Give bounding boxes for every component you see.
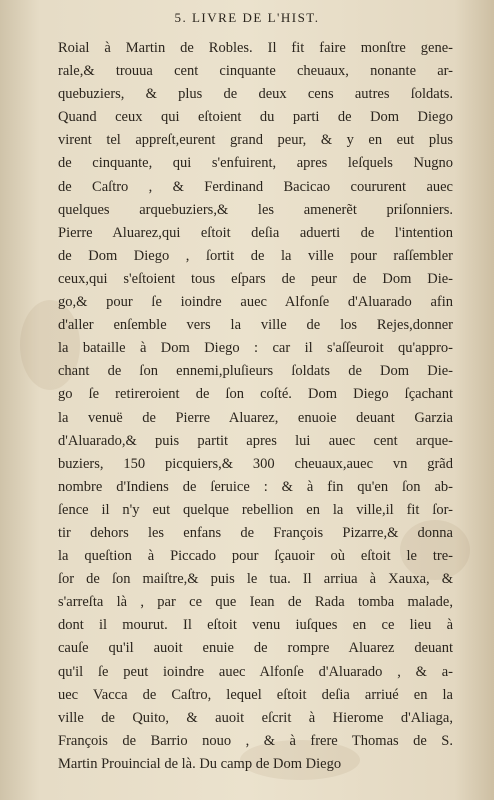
text-line: buziers, 150 picquiers,& 300 cheuaux,auec vn grãd xyxy=(58,455,453,472)
text-line: Quand ceux qui eſtoient du parti de Dom Diego xyxy=(58,109,453,126)
text-line: quebuziers, & plus de deux cens autres ſoldats. xyxy=(58,86,453,103)
text-line: ſence il n'y eut quelque rebellion en la ville,il fit ſor- xyxy=(58,501,453,518)
text-line: ville de Quito, & auoit eſcrit à Hierome d'Aliaga, xyxy=(58,709,453,726)
running-head: 5. LIVRE DE L'HIST. xyxy=(174,10,320,25)
text-line: qu'il ſe peut ioindre auec Alfonſe d'Aluarado , & a- xyxy=(58,663,453,680)
text-line: Pierre Aluarez,qui eſtoit deſia aduerti de l'intention xyxy=(58,224,453,241)
text-line: ſor de ſon maiſtre,& puis le tua. Il arriua à Xauxa, & xyxy=(58,571,453,588)
text-line: go,& pour ſe ioindre auec Alfonſe d'Aluarado afin xyxy=(58,294,453,311)
body-text xyxy=(58,37,453,776)
text-line: cauſe qu'il auoit enuie de rompre Aluarez deuant xyxy=(58,640,453,657)
text-line: rale,& trouua cent cinquante cheuaux, nonante ar- xyxy=(58,63,453,80)
text-line: de Dom Diego , ſortit de la ville pour raſſembler xyxy=(58,247,453,264)
text-line: s'arreſta là , par ce que Iean de Rada tomba malade, xyxy=(58,594,453,611)
text-line: go ſe retireroient de ſon coſté. Dom Diego ſçachant xyxy=(58,386,453,403)
text-line: nombre d'Indiens de ſeruice : & à fin qu'en ſon ab- xyxy=(58,478,453,495)
text-line: d'Aluarado,& puis partit apres lui auec cent arque- xyxy=(58,432,453,449)
text-line: virent tel appreſt,eurent grand peur, & y en eut plus xyxy=(58,132,453,149)
text-line: la venuë de Pierre Aluarez, enuoie deuant Garzia xyxy=(58,409,453,426)
text-line: François de Barrio nouo , & à frere Thomas de S. xyxy=(58,732,453,749)
text-line: uec Vacca de Caſtro, lequel eſtoit deſia arriué en la xyxy=(58,686,453,703)
text-line: de cinquante, qui s'enfuirent, apres leſquels Nugno xyxy=(58,155,453,172)
text-line: tir dehors les enfans de François Pizarre,& donna xyxy=(58,524,453,541)
text-line: ceux,qui s'eſtoient tous eſpars de peur de Dom Die- xyxy=(58,270,453,287)
text-line: Roial à Martin de Robles. Il fit faire monſtre gene- xyxy=(58,40,453,56)
text-line: Martin Prouincial de là. Du camp de Dom Diego xyxy=(58,755,342,772)
text-line: d'aller enſemble vers la ville de los Rejes,donner xyxy=(58,317,453,334)
text-line: la queſtion à Piccado pour ſçauoir où eſtoit le tre- xyxy=(58,548,453,565)
text-line: chant de ſon ennemi,pluſieurs ſoldats de Dom Die- xyxy=(58,363,453,380)
text-line: de Caſtro , & Ferdinand Bacicao coururent auec xyxy=(58,178,453,195)
text-line: dont il mourut. Il eſtoit venu iuſques en ce lieu à xyxy=(58,617,453,634)
text-line: quelques arquebuziers,& les amenerẽt priſonniers. xyxy=(58,201,453,218)
text-line: la bataille à Dom Diego : car il s'aſſeuroit qu'appro- xyxy=(58,340,453,357)
